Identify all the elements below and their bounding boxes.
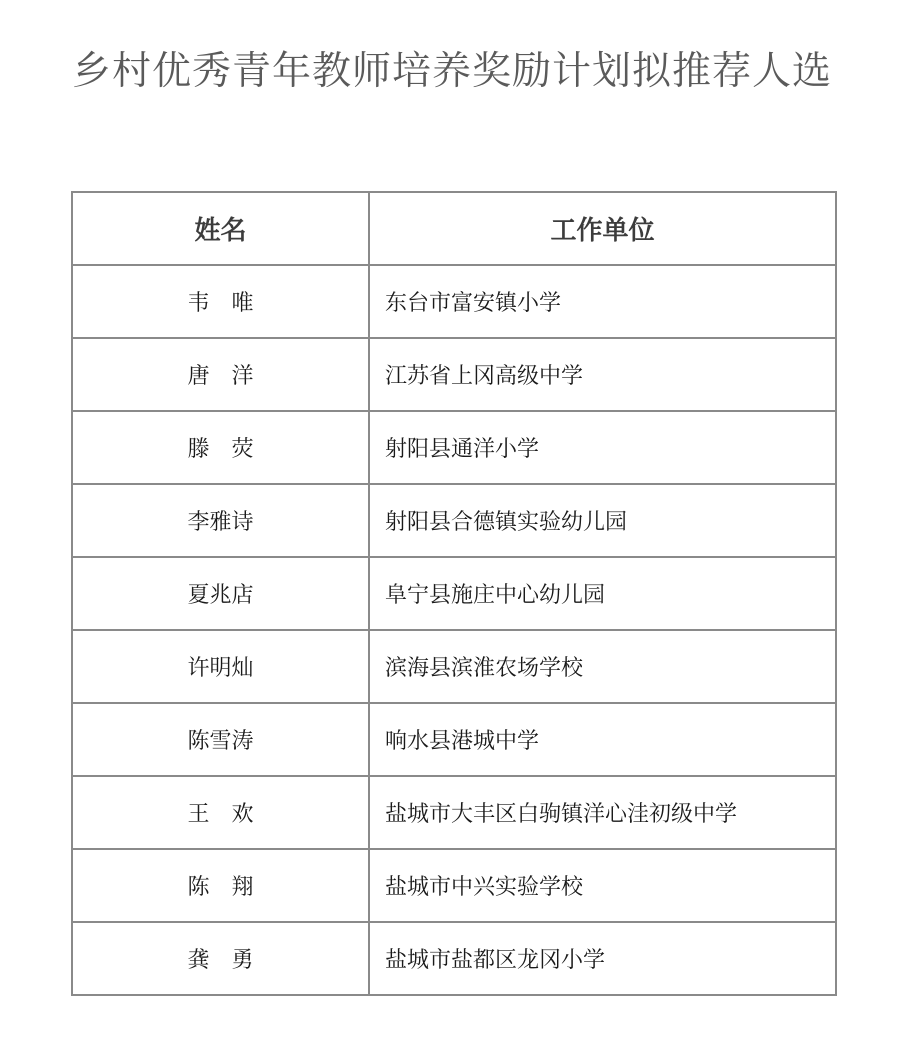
- candidate-name: 李雅诗: [72, 484, 369, 557]
- table-row: [72, 265, 836, 338]
- candidate-name: 陈 翔: [72, 849, 369, 922]
- work-unit: 响水县港城中学: [369, 703, 836, 776]
- candidate-name: 许明灿: [72, 630, 369, 703]
- work-unit: 江苏省上冈高级中学: [369, 338, 836, 411]
- candidate-table: [71, 191, 837, 996]
- header-unit: 工作单位: [369, 192, 836, 265]
- candidate-name: 陈雪涛: [72, 703, 369, 776]
- work-unit: 射阳县合德镇实验幼儿园: [369, 484, 836, 557]
- table-row: [72, 557, 836, 630]
- work-unit: 盐城市大丰区白驹镇洋心洼初级中学: [369, 776, 836, 849]
- work-unit: 阜宁县施庄中心幼儿园: [369, 557, 836, 630]
- header-name: 姓名: [72, 192, 369, 265]
- candidate-name: 夏兆店: [72, 557, 369, 630]
- table-row: [72, 849, 836, 922]
- work-unit: 滨海县滨淮农场学校: [369, 630, 836, 703]
- table-row: [72, 484, 836, 557]
- work-unit: 射阳县通洋小学: [369, 411, 836, 484]
- table-header-row: [72, 192, 836, 265]
- page-title: 乡村优秀青年教师培养奖励计划拟推荐人选: [71, 49, 832, 94]
- table-row: [72, 776, 836, 849]
- candidate-name: 韦 唯: [72, 265, 369, 338]
- candidate-name: 王 欢: [72, 776, 369, 849]
- table-row: [72, 922, 836, 995]
- work-unit: 盐城市中兴实验学校: [369, 849, 836, 922]
- candidate-name: 滕 荧: [72, 411, 369, 484]
- candidate-name: 唐 洋: [72, 338, 369, 411]
- work-unit: 东台市富安镇小学: [369, 265, 836, 338]
- table-row: [72, 703, 836, 776]
- candidate-name: 龚 勇: [72, 922, 369, 995]
- table-row: [72, 411, 836, 484]
- table-row: [72, 338, 836, 411]
- work-unit: 盐城市盐都区龙冈小学: [369, 922, 836, 995]
- table-row: [72, 630, 836, 703]
